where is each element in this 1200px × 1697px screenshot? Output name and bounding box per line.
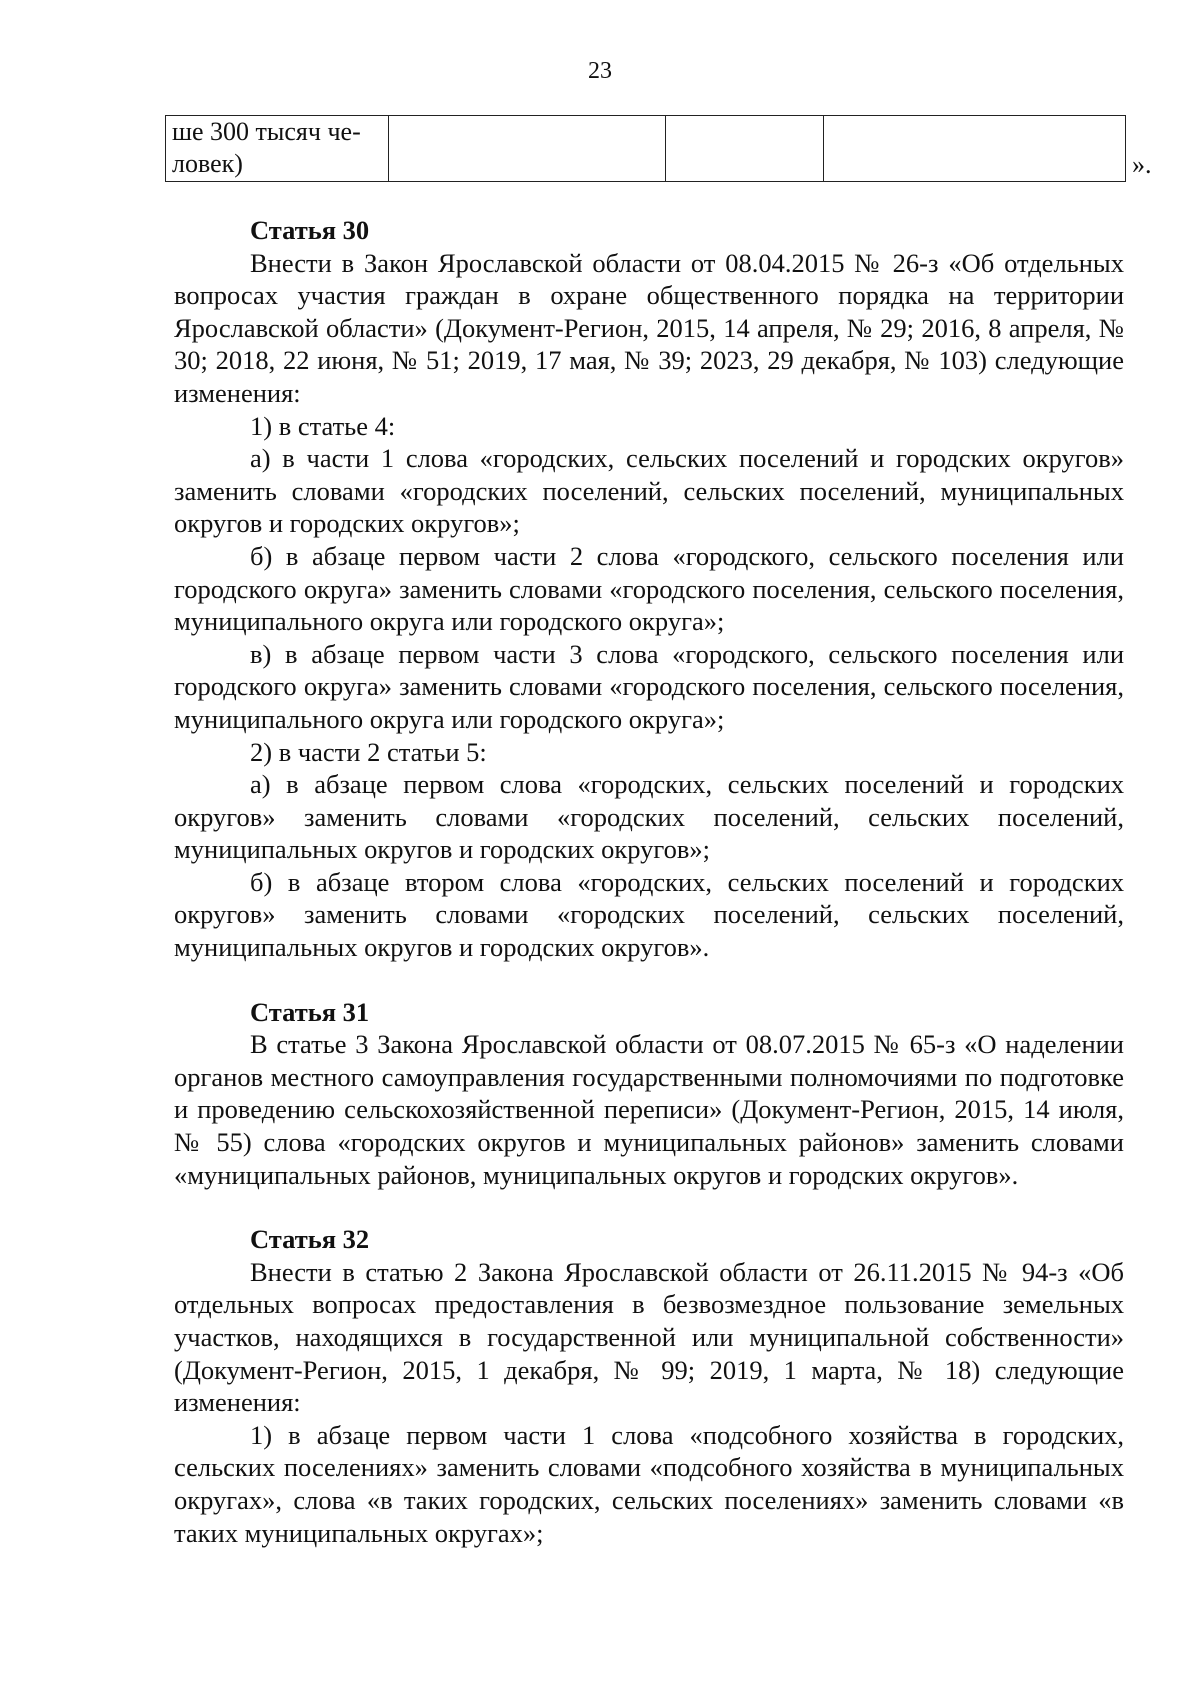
table-cell	[389, 116, 666, 182]
article-32	[174, 1223, 1124, 1549]
table-cell	[166, 116, 389, 182]
paragraph: б) в абзаце первом части 2 слова «городского, сельского поселения или городского округа» заменить словами «городского поселения, сельского поселения, муниципального округа или городского округа»;	[174, 540, 1124, 637]
article-heading: Статья 31	[250, 996, 370, 1027]
page-number: 23	[588, 58, 612, 84]
table-cell-line: ше 300 тысяч че-	[172, 117, 361, 146]
article-31	[174, 996, 1124, 1192]
paragraph: Внести в статью 2 Закона Ярославской области от 26.11.2015 № 94-з «Об отдельных вопросах предоставления в безвозмездное пользование земельных участков, находящихся в государственной или муниципальной собственности» (Документ-Регион, 2015, 1 декабря, № 99; 2019, 1 марта, № 18) следующие изменения:	[174, 1256, 1124, 1418]
paragraph: 1) в статье 4:	[250, 410, 396, 441]
continued-table-fragment	[165, 115, 1126, 182]
paragraph: 1) в абзаце первом части 1 слова «подсобного хозяйства в городских, сельских поселениях» заменить словами «подсобного хозяйства в муниципальных округах», слова «в таких городских, сельских поселениях» заменить словами «в таких муниципальных округах»;	[174, 1419, 1124, 1548]
paragraph: 2) в части 2 статьи 5:	[250, 736, 487, 767]
table-row	[166, 116, 1126, 182]
paragraph: Внести в Закон Ярославской области от 08.04.2015 № 26-з «Об отдельных вопросах участия граждан в охране общественного порядка на территории Ярославской области» (Документ-Регион, 2015, 14 апреля, № 29; 2016, 8 апреля, № 30; 2018, 22 июня, № 51; 2019, 17 мая, № 39; 2023, 29 декабря, № 103) следующие изменения:	[174, 247, 1124, 408]
paragraph: в) в абзаце первом части 3 слова «городского, сельского поселения или городского округа» заменить словами «городского поселения, сельского поселения, муниципального округа или городского округа»;	[174, 638, 1124, 734]
article-heading: Статья 30	[250, 215, 370, 245]
table-closing-quote: ».	[1132, 150, 1152, 179]
article-heading: Статья 32	[250, 1224, 370, 1255]
paragraph: В статье 3 Закона Ярославской области от 08.07.2015 № 65-з «О наделении органов местного самоуправления государственными полномочиями по подготовке и проведению сельскохозяйственной переписи» (Документ-Регион, 2015, 14 июля, № 55) слова «городских округов и муниципальных районов» заменить словами «муниципальных районов, муниципальных округов и городских округов».	[174, 1029, 1124, 1190]
table-cell	[824, 116, 1126, 182]
document-body	[174, 214, 1124, 1549]
paragraph: а) в абзаце первом слова «городских, сельских поселений и городских округов» заменить словами «городских поселений, сельских поселений, муниципальных округов и городских округов»;	[174, 769, 1124, 865]
table-cell	[666, 116, 824, 182]
paragraph: а) в части 1 слова «городских, сельских поселений и городских округов» заменить словами «городских поселений, сельских поселений, муниципальных округов и городских округов»;	[174, 443, 1124, 539]
table-cell-line: ловек)	[172, 149, 243, 178]
paragraph: б) в абзаце втором слова «городских, сельских поселений и городских округов» заменить словами «городских поселений, сельских поселений, муниципальных округов и городских округов».	[174, 866, 1124, 963]
article-30	[174, 214, 1124, 964]
